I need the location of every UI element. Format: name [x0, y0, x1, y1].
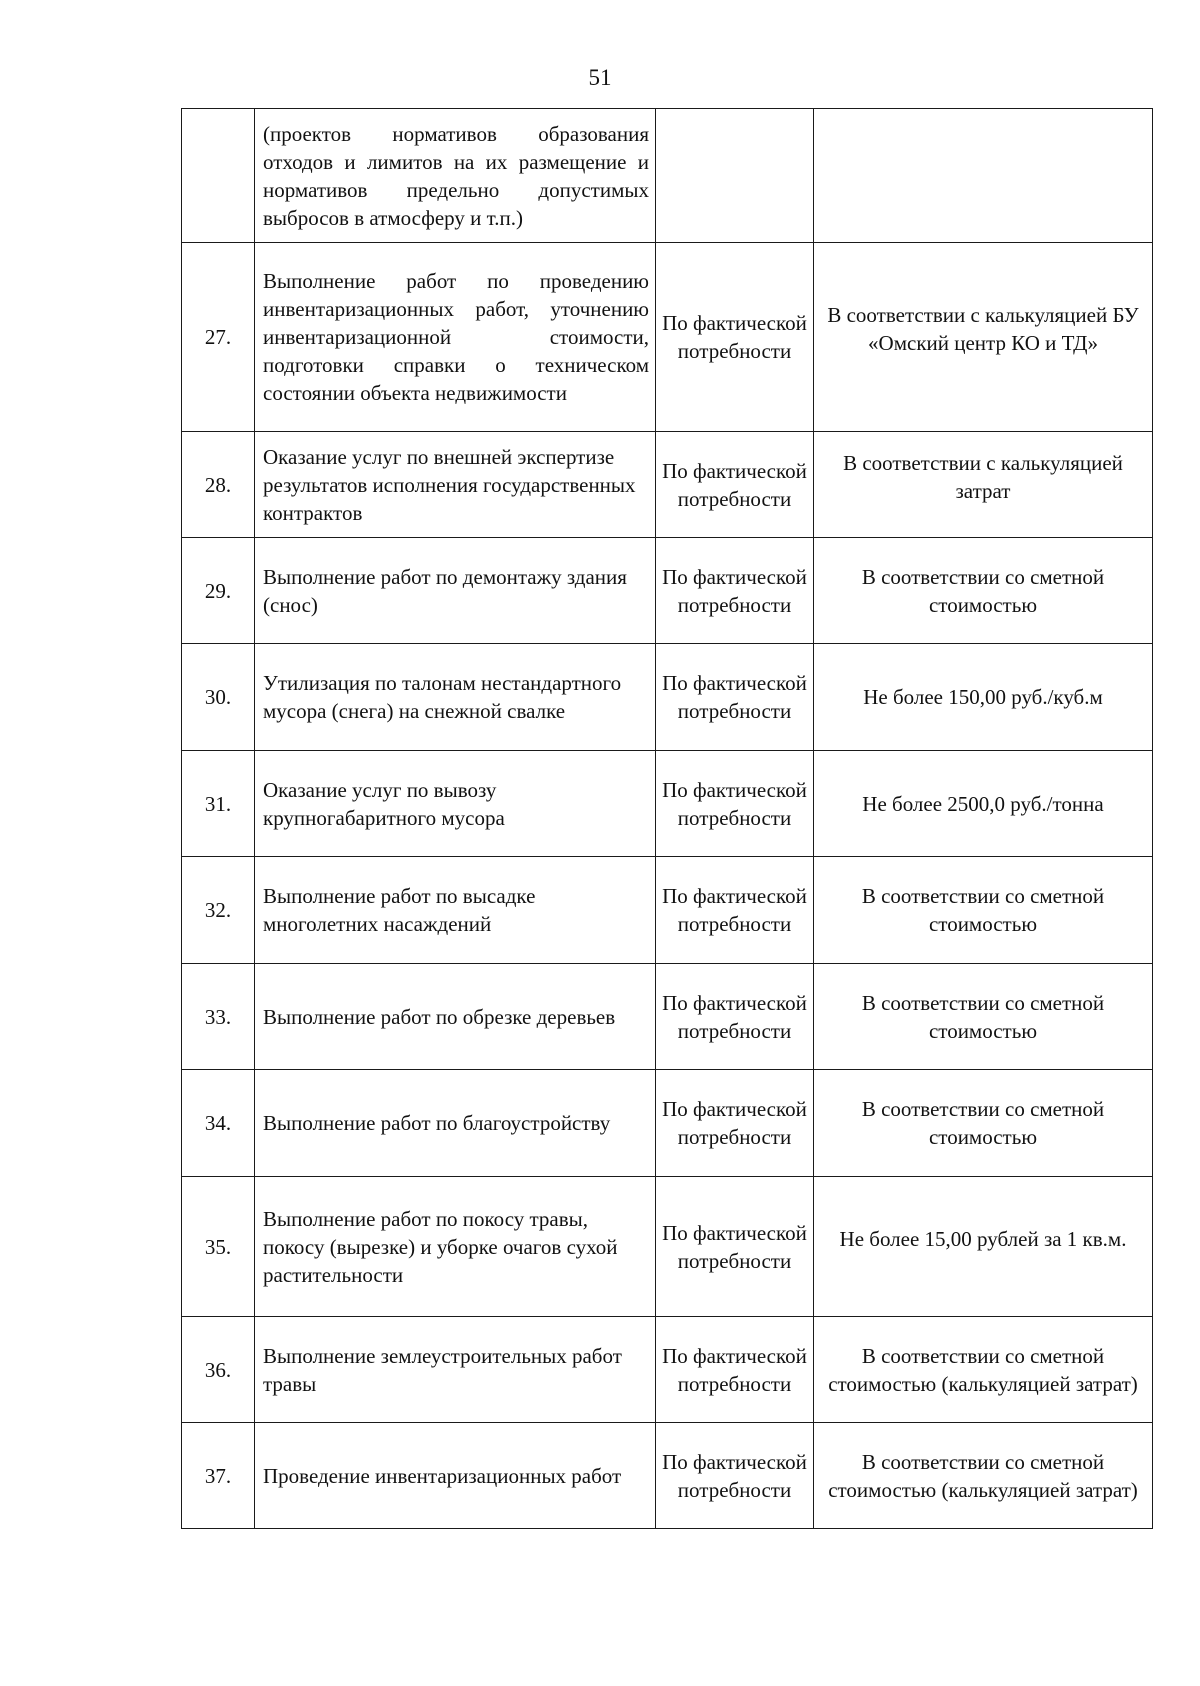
price-cell: В соответствии со сметной стоимостью — [814, 538, 1153, 644]
service-name-cell — [255, 644, 656, 751]
service-name-text: (проектов нормативов образования отходов и лимитов на их размещение и нормативов предельно допустимых выбросов в атмосферу и т.п.) — [263, 121, 649, 230]
row-number-cell: 37. — [182, 1423, 255, 1529]
row-number-cell — [182, 109, 255, 243]
service-name-text: Утилизация по талонам нестандартного мусора (снега) на снежной свалке — [263, 671, 622, 723]
service-name-text: Выполнение работ по демонтажу здания (снос) — [263, 564, 627, 617]
quantity-cell: По фактической потребности — [656, 751, 814, 857]
price-cell — [814, 243, 1153, 432]
service-name-text: Оказание услуг по внешней экспертизе результатов исполнения государственных контрактов — [263, 444, 636, 525]
service-name-cell — [255, 1070, 656, 1177]
table-row — [182, 964, 1153, 1070]
table-row — [182, 1070, 1153, 1177]
service-name-text: Оказание услуг по вывозу крупногабаритного мусора — [263, 777, 505, 830]
service-name-cell — [255, 1177, 656, 1317]
service-name-text: Выполнение землеустроительных работ травы — [263, 1343, 622, 1396]
quantity-cell: По фактической потребности — [656, 857, 814, 964]
service-name-cell — [255, 751, 656, 857]
service-name-cell — [255, 109, 656, 243]
price-cell: В соответствии со сметной стоимостью (калькуляцией затрат) — [814, 1423, 1153, 1529]
table-row — [182, 243, 1153, 432]
table-row — [182, 432, 1153, 538]
quantity-cell: По фактической потребности — [656, 1423, 814, 1529]
service-name-cell — [255, 964, 656, 1070]
table-row — [182, 751, 1153, 857]
services-table — [181, 108, 1153, 1529]
row-number-cell: 36. — [182, 1317, 255, 1423]
table-row — [182, 1177, 1153, 1317]
service-name-text: Выполнение работ по высадке многолетних насаждений — [263, 884, 536, 936]
service-name-text: Выполнение работ по благоустройству — [263, 1111, 611, 1135]
price-cell: Не более 2500,0 руб./тонна — [814, 751, 1153, 857]
price-cell: В соответствии со сметной стоимостью — [814, 857, 1153, 964]
table-row — [182, 857, 1153, 964]
price-cell — [814, 109, 1153, 243]
quantity-cell: По фактической потребности — [656, 1070, 814, 1177]
price-text: Не более 15,00 рублей за 1 кв.м. — [839, 1226, 1127, 1251]
price-text: В соответствии с калькуляцией БУ «Омский центр КО и ТД» — [827, 303, 1139, 355]
service-name-cell — [255, 538, 656, 644]
table-row — [182, 109, 1153, 243]
quantity-cell: По фактической потребности — [656, 644, 814, 751]
price-text: В соответствии с калькуляцией затрат — [843, 450, 1123, 503]
row-number-cell: 30. — [182, 644, 255, 751]
row-number-cell: 35. — [182, 1177, 255, 1317]
service-name-text: Проведение инвентаризационных работ — [263, 1463, 622, 1488]
row-number-cell: 33. — [182, 964, 255, 1070]
price-cell — [814, 1177, 1153, 1317]
price-cell — [814, 432, 1153, 538]
price-cell: В соответствии со сметной стоимостью (калькуляцией затрат) — [814, 1317, 1153, 1423]
table-row — [182, 1317, 1153, 1423]
quantity-cell: По фактической потребности — [656, 964, 814, 1070]
service-name-cell — [255, 1317, 656, 1423]
service-name-text: Выполнение работ по обрезке деревьев — [263, 1004, 616, 1029]
table-row — [182, 538, 1153, 644]
row-number-cell: 32. — [182, 857, 255, 964]
service-name-cell — [255, 243, 656, 432]
service-name-cell — [255, 857, 656, 964]
service-name-text: Выполнение работ по проведению инвентаризационных работ, уточнению инвентаризационной стоимости, подготовки справки о техническом состоянии объекта недвижимости — [263, 269, 649, 405]
price-cell: В соответствии со сметной стоимостью — [814, 1070, 1153, 1177]
quantity-cell: По фактической потребности — [656, 1177, 814, 1317]
table-row — [182, 644, 1153, 751]
table-row — [182, 1423, 1153, 1529]
service-name-text: Выполнение работ по покосу травы, покосу (вырезке) и уборке очагов сухой растительности — [263, 1206, 618, 1287]
page-number: 51 — [588, 65, 612, 90]
quantity-cell: По фактической потребности — [656, 432, 814, 538]
row-number-cell: 27. — [182, 243, 255, 432]
quantity-cell: По фактической потребности — [656, 1317, 814, 1423]
row-number-cell: 31. — [182, 751, 255, 857]
service-name-cell — [255, 1423, 656, 1529]
quantity-cell: По фактической потребности — [656, 243, 814, 432]
row-number-cell: 34. — [182, 1070, 255, 1177]
service-name-cell — [255, 432, 656, 538]
price-cell: В соответствии со сметной стоимостью — [814, 964, 1153, 1070]
quantity-cell — [656, 109, 814, 243]
row-number-cell: 28. — [182, 432, 255, 538]
row-number-cell: 29. — [182, 538, 255, 644]
quantity-cell: По фактической потребности — [656, 538, 814, 644]
price-cell: Не более 150,00 руб./куб.м — [814, 644, 1153, 751]
